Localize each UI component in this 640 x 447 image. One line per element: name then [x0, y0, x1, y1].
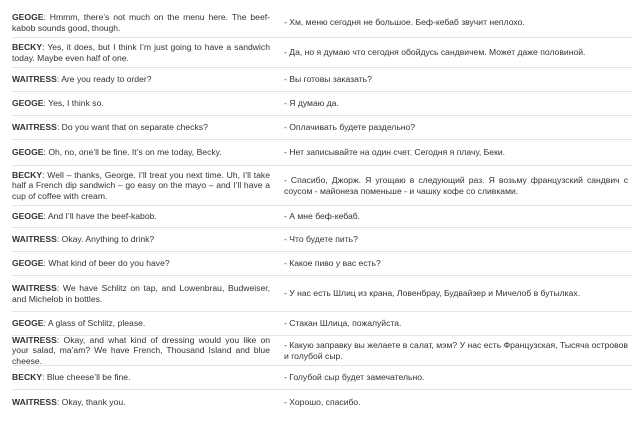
speaker-name: GEOGE — [12, 258, 44, 269]
english-text: Okay, thank you. — [61, 396, 126, 407]
russian-line: - Стакан Шлица, пожалуйста. — [284, 318, 402, 329]
russian-line: - Оплачивать будете раздельно? — [284, 122, 416, 133]
russian-line: - Какую заправку вы желаете в салат, мэм? У нас есть Французская, Тысяча островов и голубой сыр. — [284, 339, 628, 361]
english-line: GEOGE: Yes, I think so. — [12, 98, 104, 109]
russian-line: - Я думаю да. — [284, 98, 339, 109]
russian-line: - А мне беф-кебаб. — [284, 211, 361, 222]
dialogue-row — [12, 116, 632, 140]
russian-line: - Что будете пить? — [284, 234, 358, 245]
russian-line: - Какое пиво у вас есть? — [284, 258, 381, 269]
russian-line: - Вы готовы заказать? — [284, 74, 372, 85]
english-text: Hmmm, there’s not much on the menu here. The beef-kabob sounds good, though. — [12, 11, 270, 33]
speaker-name: WAITRESS — [12, 396, 57, 407]
russian-line: - Спасибо, Джорж. Я угощаю в следующий раз. Я возьму французский сандвич с соусом - майонеза поменьше - и чашку кофе со сливками. — [284, 174, 628, 196]
english-text: What kind of beer do you have? — [48, 258, 170, 269]
dialogue-row — [12, 68, 632, 92]
speaker-name: WAITRESS — [12, 234, 57, 245]
english-line: GEOGE: A glass of Schlitz, please. — [12, 318, 146, 329]
english-line: WAITRESS: We have Schlitz on tap, and Lowenbrau, Budweiser, and Michelob in bottles. — [12, 282, 270, 304]
speaker-name: GEOGE — [12, 211, 44, 222]
speaker-name: GEOGE — [12, 11, 44, 22]
russian-line: - Хорошо, спасибо. — [284, 396, 361, 407]
russian-line: - Да, но я думаю что сегодня обойдусь сандвичем. Может даже половиной. — [284, 47, 586, 58]
dialogue-row — [12, 92, 632, 116]
dialogue-row — [12, 206, 632, 228]
english-line: BECKY: Blue cheese’ll be fine. — [12, 372, 131, 383]
english-line: WAITRESS: Okay, and what kind of dressing would you like on your salad, ma’am? We have French, Thousand Island and blue cheese. — [12, 334, 271, 366]
english-line: WAITRESS: Are you ready to order? — [12, 74, 152, 85]
russian-line: - Голубой сыр будет замечательно. — [284, 372, 425, 383]
english-text: Are you ready to order? — [61, 74, 152, 85]
dialogue-row — [12, 228, 632, 252]
english-text: We have Schlitz on tap, and Lowenbrau, Budweiser, and Michelob in bottles. — [12, 282, 270, 304]
speaker-name: BECKY — [12, 372, 43, 383]
dialogue-row — [12, 276, 632, 312]
english-text: And I’ll have the beef-kabob. — [47, 211, 157, 222]
english-line: BECKY: Well – thanks, George. I’ll treat you next time. Uh, I’ll take half a French dip sandwich – go easy on the mayo – and I’ll have a cup of coffee with cream. — [12, 169, 271, 201]
english-line: WAITRESS: Do you want that on separate checks? — [12, 122, 208, 133]
speaker-name: WAITRESS — [12, 334, 57, 345]
speaker-name: GEOGE — [12, 147, 44, 158]
russian-line: - Хм, меню сегодня не большое. Беф-кебаб звучит неплохо. — [284, 17, 525, 28]
english-line: GEOGE: Hmmm, there’s not much on the menu here. The beef-kabob sounds good, though. — [12, 11, 270, 33]
speaker-name: WAITRESS — [12, 122, 57, 133]
dialogue-row — [12, 336, 632, 366]
english-text: Yes, it does, but I think I’m just going to have a sandwich today. Maybe even half of one. — [12, 41, 270, 63]
english-line: WAITRESS: Okay. Anything to drink? — [12, 234, 155, 245]
speaker-name: GEOGE — [12, 318, 44, 329]
russian-line: - Нет записывайте на один счет. Сегодня я плачу, Беки. — [284, 147, 506, 158]
speaker-name: BECKY — [12, 41, 43, 52]
english-text: Do you want that on separate checks? — [61, 122, 208, 133]
dialogue-row — [12, 312, 632, 336]
english-text: Yes, I think so. — [48, 98, 104, 109]
speaker-name: BECKY — [12, 169, 43, 180]
speaker-name: GEOGE — [12, 98, 44, 109]
english-text: Okay. Anything to drink? — [61, 234, 155, 245]
english-text: A glass of Schlitz, please. — [47, 318, 146, 329]
russian-line: - У нас есть Шлиц из крана, Ловенбрау, Будвайзер и Мичелоб в бутылках. — [284, 288, 581, 299]
english-line: BECKY: Yes, it does, but I think I’m just going to have a sandwich today. Maybe even half of one. — [12, 41, 270, 63]
dialogue-row — [12, 166, 632, 206]
english-line: GEOGE: Oh, no, one’ll be fine. It’s on me today, Becky. — [12, 147, 222, 158]
dialogue-row — [12, 366, 632, 390]
english-line: GEOGE: What kind of beer do you have? — [12, 258, 170, 269]
dialogue-row — [12, 140, 632, 166]
dialogue-row — [12, 8, 632, 38]
english-text: Well – thanks, George. I’ll treat you next time. Uh, I’ll take half a French dip sandwich – go easy on the mayo – and I’ll have a cup of coffee with cream. — [12, 169, 271, 201]
english-line: WAITRESS: Okay, thank you. — [12, 396, 126, 407]
english-text: Okay, and what kind of dressing would you like on your salad, ma’am? We have French, Thousand Island and blue cheese. — [12, 334, 271, 366]
english-text: Oh, no, one’ll be fine. It’s on me today, Becky. — [48, 147, 222, 158]
speaker-name: WAITRESS — [12, 282, 57, 293]
dialogue-row — [12, 252, 632, 276]
dialogue-row — [12, 390, 632, 414]
english-line: GEOGE: And I’ll have the beef-kabob. — [12, 211, 157, 222]
dialogue-row — [12, 38, 632, 68]
english-text: Blue cheese’ll be fine. — [46, 372, 131, 383]
speaker-name: WAITRESS — [12, 74, 57, 85]
